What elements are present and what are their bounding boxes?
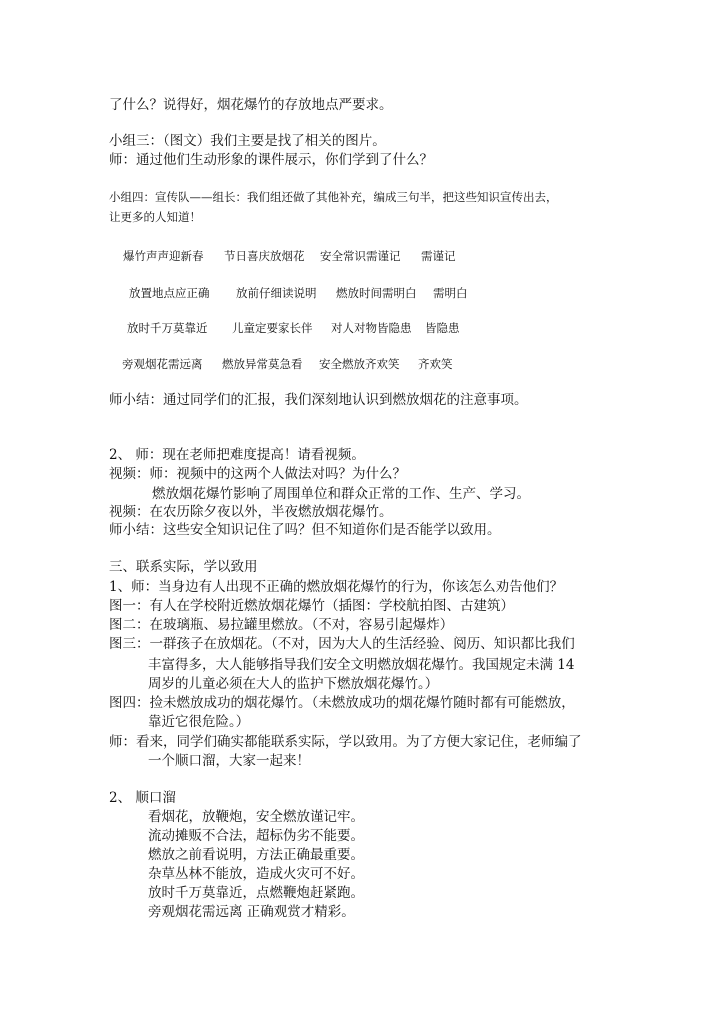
verse-line: 放时千万莫靠近，点燃鞭炮赶紧跑。	[148, 885, 364, 901]
text-line: 1、师：当身边有人出现不正确的燃放烟花爆竹的行为，你该怎么劝告他们？	[109, 579, 564, 595]
text-line: 图一：有人在学校附近燃放烟花爆竹（插图：学校航拍图、古建筑）	[109, 598, 514, 614]
rhyme-phrase: 安全燃放齐欢笑	[319, 357, 400, 371]
rhyme-phrase: 需明白	[433, 286, 468, 300]
text-line: 师：通过他们生动形象的课件展示，你们学到了什么？	[109, 152, 433, 168]
text-line: 图四：捡未燃放成功的烟花爆竹。（未燃放成功的烟花爆竹随时都有可能燃放，	[109, 695, 575, 711]
rhyme-phrase: 燃放异常莫急看	[222, 357, 303, 371]
rhyme-phrase: 节日喜庆放烟花	[224, 249, 305, 263]
rhyme-phrase: 安全常识需谨记	[320, 249, 401, 263]
text-line: 靠近它很危险。）	[148, 714, 250, 730]
text-line: 一个顺口溜，大家一起来！	[148, 753, 310, 769]
rhyme-phrase: 放置地点应正确	[129, 286, 210, 300]
section-heading: 2、 顺口溜	[109, 790, 176, 806]
rhyme-phrase: 需谨记	[421, 249, 456, 263]
verse-line: 燃放之前看说明，方法正确最重要。	[148, 847, 364, 863]
text-line: 小组四：宣传队——组长：我们组还做了其他补充，编成三句半，把这些知识宣传出去，	[109, 190, 558, 204]
verse-line: 看烟花，放鞭炮，安全燃放谨记牢。	[148, 809, 364, 825]
rhyme-phrase: 齐欢笑	[418, 357, 453, 371]
text-line: 周岁的儿童必须在大人的监护下燃放烟花爆竹。）	[148, 676, 439, 692]
verse-line: 旁观烟花需远离 正确观赏才精彩。	[148, 904, 355, 920]
rhyme-phrase: 放前仔细读说明	[236, 286, 317, 300]
verse-line: 流动摊贩不合法，超标伪劣不能要。	[148, 828, 364, 844]
rhyme-phrase: 爆竹声声迎新春	[123, 249, 204, 263]
rhyme-phrase: 儿童定要家长伴	[232, 321, 313, 335]
rhyme-phrase: 燃放时间需明白	[336, 286, 417, 300]
section-heading: 三、联系实际，学以致用	[109, 559, 258, 575]
rhyme-phrase: 旁观烟花需远离	[122, 357, 203, 371]
text-line: 师：看来，同学们确实都能联系实际，学以致用。为了方便大家记住，老师编了	[109, 734, 582, 750]
text-line: 视频：在农历除夕夜以外，半夜燃放烟花爆竹。	[109, 504, 393, 520]
text-line: 图二：在玻璃瓶、易拉罐里燃放。（不对，容易引起爆炸）	[109, 617, 454, 633]
rhyme-phrase: 对人对物皆隐患	[331, 321, 412, 335]
verse-line: 杂草丛林不能放，造成火灾可不好。	[148, 866, 364, 882]
text-line: 2、 师：现在老师把难度提高！请看视频。	[109, 447, 365, 463]
rhyme-phrase: 放时千万莫靠近	[127, 321, 208, 335]
text-line: 了什么？说得好，烟花爆竹的存放地点严要求。	[109, 97, 393, 113]
text-line: 师小结：通过同学们的汇报，我们深刻地认识到燃放烟花的注意事项。	[109, 392, 528, 408]
text-line: 师小结：这些安全知识记住了吗？但不知道你们是否能学以致用。	[109, 522, 501, 538]
text-line: 丰富得多，大人能够指导我们安全文明燃放烟花爆竹。我国规定未满 14	[148, 657, 575, 673]
text-line: 图三：一群孩子在放烟花。（不对，因为大人的生活经验、阅历、知识都比我们	[109, 636, 575, 652]
text-line: 视频：师：视频中的这两个人做法对吗？为什么？	[109, 466, 406, 482]
text-line: 燃放烟花爆竹影响了周围单位和群众正常的工作、生产、学习。	[152, 486, 530, 502]
text-line: 小组三：（图文）我们主要是找了相关的图片。	[109, 133, 386, 149]
text-line: 让更多的人知道！	[109, 210, 201, 224]
rhyme-phrase: 皆隐患	[425, 321, 460, 335]
